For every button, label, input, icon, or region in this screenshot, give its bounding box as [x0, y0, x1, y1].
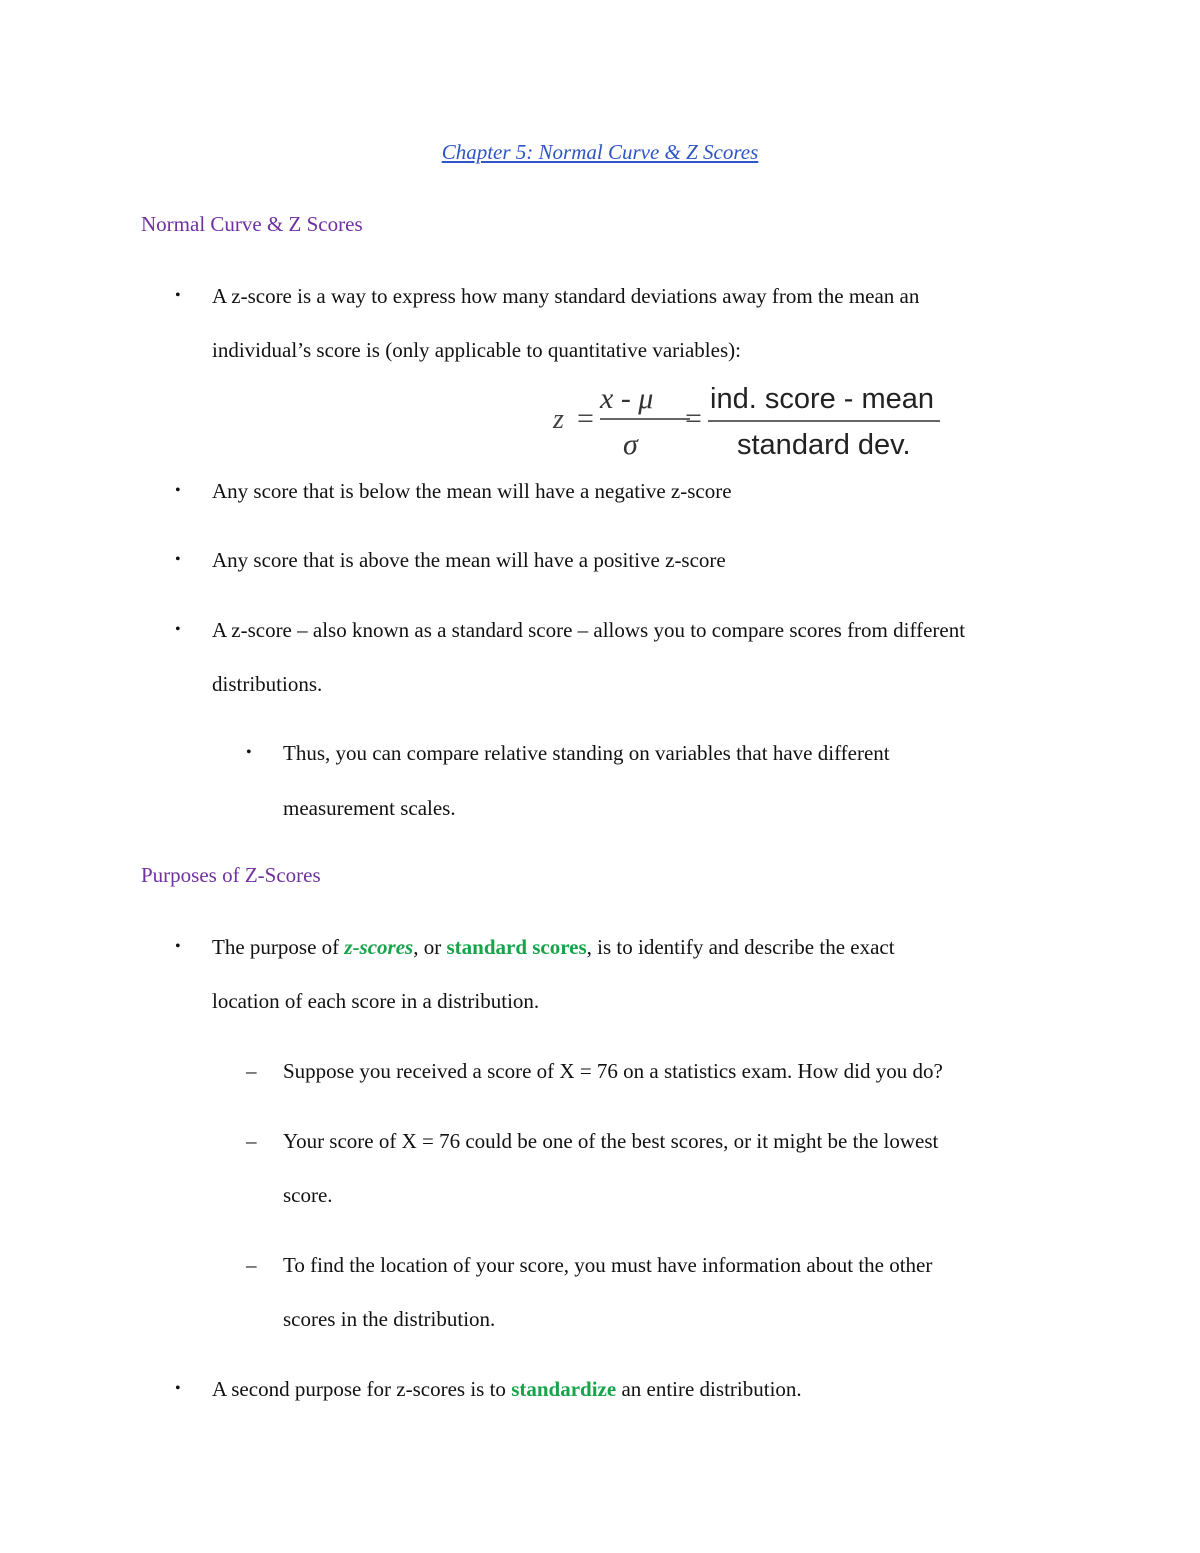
purpose-text-pre: The purpose of — [212, 935, 345, 959]
dash1-text: Suppose you received a score of X = 76 on a statistics exam. How did you do? — [283, 1059, 943, 1083]
formula-z: z — [553, 404, 564, 435]
bullet-icon: • — [175, 1380, 181, 1397]
dash-icon: – — [246, 1253, 257, 1277]
section-heading-purposes: Purposes of Z-Scores — [141, 863, 321, 887]
purpose-bullet1-line2: location of each score in a distribution. — [212, 989, 540, 1013]
bullet3-text: Any score that is above the mean will have a positive z-score — [212, 548, 726, 572]
bullet-icon: • — [175, 621, 181, 638]
bullet2-text: Any score that is below the mean will have a negative z-score — [212, 479, 732, 503]
bullet-icon: • — [175, 551, 181, 568]
purpose-text-mid: , or — [413, 935, 447, 959]
purpose2-text-post: an entire distribution. — [616, 1377, 802, 1401]
purpose2-text-pre: A second purpose for z-scores is to — [212, 1377, 512, 1401]
formula-equals-2: = — [685, 402, 702, 435]
formula-equals-1: = — [577, 402, 594, 435]
bullet4-line2: distributions. — [212, 672, 323, 696]
purpose-text-post: , is to identify and describe the exact — [586, 935, 895, 959]
bullet1-line1: A z-score is a way to express how many standard deviations away from the mean an — [212, 284, 920, 308]
formula-numerator-2: ind. score - mean — [710, 383, 935, 415]
bullet-icon: • — [246, 744, 252, 761]
bullet-icon: • — [175, 938, 181, 955]
sub-bullet-line2: measurement scales. — [283, 796, 456, 820]
document-title: Chapter 5: Normal Curve & Z Scores — [441, 140, 759, 164]
bullet4-line1: A z-score – also known as a standard score – allows you to compare scores from different — [212, 618, 966, 642]
bullet1-line2: individual’s score is (only applicable to quantitative variables): — [212, 338, 741, 362]
formula-denominator-2: standard dev. — [737, 429, 911, 460]
highlight-standard-scores: standard scores — [446, 935, 587, 959]
bullet-icon: • — [175, 287, 181, 304]
dash3-line2: scores in the distribution. — [283, 1307, 496, 1331]
bullet-icon: • — [175, 482, 181, 499]
dash-icon: – — [246, 1059, 257, 1083]
dash2-line1: Your score of X = 76 could be one of the best scores, or it might be the lowest — [283, 1129, 939, 1153]
dash2-line2: score. — [283, 1183, 333, 1207]
dash-icon: – — [246, 1129, 257, 1153]
highlight-standardize: standardize — [511, 1377, 617, 1401]
formula-numerator-1: x - μ — [600, 382, 654, 415]
section-heading-normal-curve: Normal Curve & Z Scores — [141, 212, 363, 236]
sub-bullet-line1: Thus, you can compare relative standing on variables that have different — [283, 741, 890, 765]
purpose-bullet2 — [212, 1375, 802, 1403]
z-score-formula — [545, 378, 945, 460]
purpose-bullet1-line1 — [212, 933, 895, 961]
formula-denominator-1: σ — [623, 428, 638, 460]
dash3-line1: To find the location of your score, you must have information about the other — [283, 1253, 933, 1277]
highlight-z-scores: z-scores — [344, 935, 414, 959]
